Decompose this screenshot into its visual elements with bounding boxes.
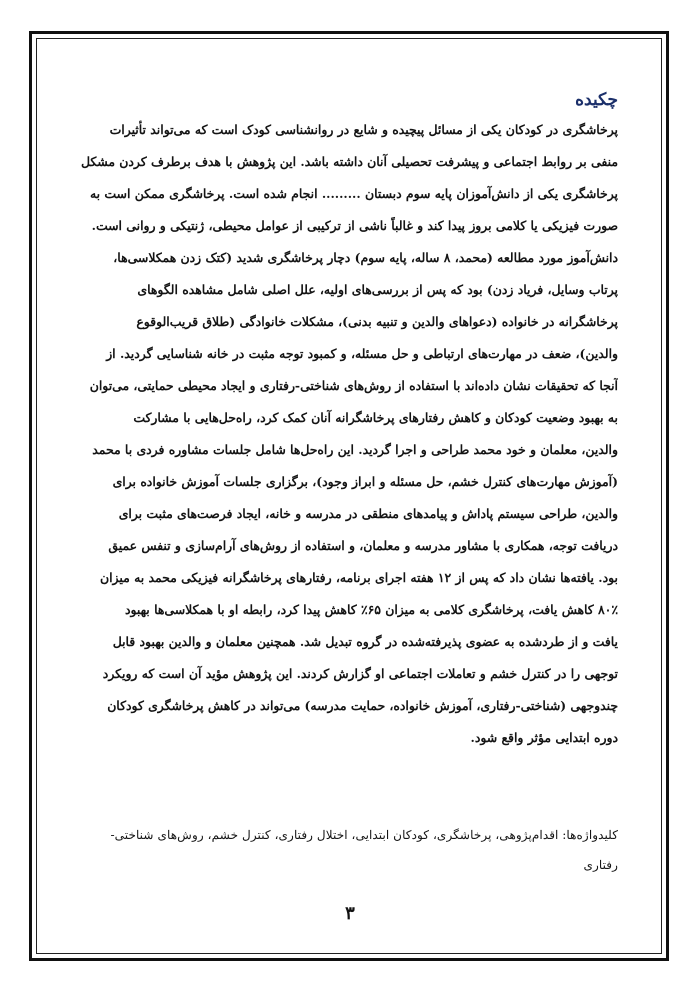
abstract-line: یافت و از طردشده به عضوی پذیرفته‌شده در گروه تبدیل شد. همچنین معلمان و والدین بهبود قابل <box>112 634 618 649</box>
abstract-line: پرخاشگری در کودکان یکی از مسائل پیچیده و شایع در روانشناسی کودک است که می‌تواند تأثیرات <box>109 122 618 137</box>
abstract-line: چندوجهی (شناختی-رفتاری، آموزش خانواده، حمایت مدرسه) می‌تواند در کاهش پرخاشگری کودکان <box>107 698 618 713</box>
abstract-body <box>80 114 618 754</box>
keywords-line: رفتاری <box>583 858 618 872</box>
keywords-line: کلیدواژه‌ها: اقدام‌پژوهی، پرخاشگری، کودکان ابتدایی، اختلال رفتاری، کنترل خشم، روش‌های شناختی- <box>110 828 618 842</box>
abstract-line: دوره ابتدایی مؤثر واقع شود. <box>470 730 618 745</box>
abstract-heading: چکیده <box>575 90 618 110</box>
abstract-section <box>80 88 618 754</box>
abstract-line: منفی بر روابط اجتماعی و پیشرفت تحصیلی آنان داشته باشد. این پژوهش با هدف برطرف کردن مشکل <box>81 154 618 169</box>
abstract-line: (آموزش مهارت‌های کنترل خشم، حل مسئله و ابراز وجود)، برگزاری جلسات آموزش خانواده برای <box>112 474 618 489</box>
abstract-line: پرخاشگرانه در خانواده (دعواهای والدین و تنبیه بدنی)، مشکلات خانوادگی (طلاق قریب‌الوقوع <box>136 314 618 329</box>
keywords-section <box>80 820 618 880</box>
abstract-line: دریافت توجه، همکاری با مشاور مدرسه و معلمان، و استفاده از روش‌های آرام‌سازی و تنفس عمیق <box>108 538 618 553</box>
abstract-line: آنجا که تحقیقات نشان داده‌اند با استفاده از روش‌های شناختی-رفتاری و ایجاد محیطی حمایتی، می‌توان <box>89 378 618 393</box>
page-number: ۳ <box>345 903 355 924</box>
abstract-line: صورت فیزیکی یا کلامی بروز پیدا کند و غالباً ناشی از ترکیبی از عوامل محیطی، ژنتیکی و روانی است. <box>91 218 618 233</box>
abstract-line: ۸۰٪ کاهش یافت، پرخاشگری کلامی به میزان ۶۵٪ کاهش پیدا کرد، رابطه او با همکلاسی‌ها بهبود <box>124 602 618 617</box>
abstract-line: بود. یافته‌ها نشان داد که پس از ۱۲ هفته اجرای برنامه، رفتارهای پرخاشگرانه فیزیکی محمد به میزان <box>100 570 618 585</box>
abstract-line: والدین، طراحی سیستم پاداش و پیامدهای منطقی در مدرسه و خانه، ایجاد فرصت‌های مثبت برای <box>118 506 618 521</box>
abstract-line: به بهبود وضعیت کودکان و کاهش رفتارهای پرخاشگرانه آنان کمک کرد، راه‌حل‌هایی با مشارکت <box>133 410 618 425</box>
abstract-line: والدین، معلمان و خود محمد طراحی و اجرا گردید. این راه‌حل‌ها شامل جلسات مشاوره فردی با محمد <box>92 442 618 457</box>
abstract-line: پرتاب وسایل، فریاد زدن) بود که پس از بررسی‌های اولیه، علل اصلی شامل مشاهده الگوهای <box>137 282 618 297</box>
abstract-line: توجهی را در کنترل خشم و تعاملات اجتماعی او گزارش کردند. این پژوهش مؤید آن است که رویکرد <box>102 666 618 681</box>
abstract-line: دانش‌آموز مورد مطالعه (محمد، ۸ ساله، پایه سوم) دچار پرخاشگری شدید (کتک زدن همکلاسی‌ها، <box>113 250 618 265</box>
abstract-line: والدین)، ضعف در مهارت‌های ارتباطی و حل مسئله، و کمبود توجه مثبت در خانه شناسایی گردید. از <box>106 346 618 361</box>
abstract-line: پرخاشگری یکی از دانش‌آموزان پایه سوم دبستان ......... انجام شده است. پرخاشگری ممکن است به <box>89 186 618 201</box>
